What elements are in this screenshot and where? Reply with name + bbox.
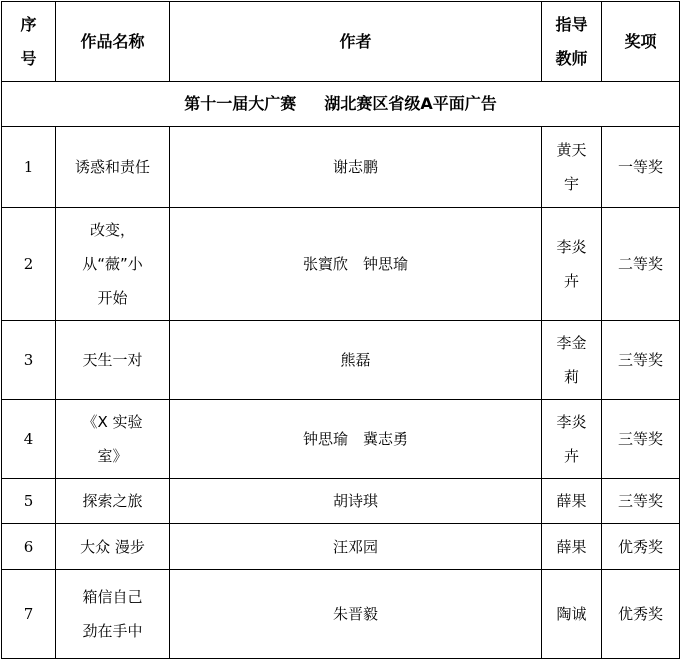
table-row — [2, 524, 680, 570]
row-award: 二等奖 — [602, 208, 680, 321]
row-no: 2 — [2, 208, 56, 321]
row-teacher — [542, 208, 602, 321]
row-author: 张賨欣 钟思瑜 — [170, 208, 542, 321]
row-title — [56, 570, 170, 659]
teacher-line: 莉 — [563, 368, 579, 386]
header-author: 作者 — [170, 2, 542, 82]
teacher-line: 宇 — [563, 175, 579, 193]
teacher-line: 李金 — [556, 334, 587, 352]
table-row — [2, 208, 680, 321]
row-author: 汪邓园 — [170, 524, 542, 570]
title-line: 劲在手中 — [82, 622, 143, 640]
title-line: 《X 实验 — [82, 413, 143, 431]
table-row — [2, 127, 680, 208]
row-title — [56, 208, 170, 321]
teacher-line: 薛果 — [556, 492, 587, 510]
table-row — [2, 570, 680, 659]
teacher-line: 卉 — [563, 447, 579, 465]
row-teacher — [542, 570, 602, 659]
title-line: 改变， — [89, 221, 135, 239]
table-row — [2, 321, 680, 400]
title-line: 大众 漫步 — [80, 537, 145, 556]
row-title — [56, 400, 170, 479]
section-row — [2, 82, 680, 127]
row-teacher — [542, 479, 602, 524]
header-title: 作品名称 — [56, 2, 170, 82]
row-teacher — [542, 524, 602, 570]
row-title — [56, 321, 170, 400]
row-award: 一等奖 — [602, 127, 680, 208]
row-award: 三等奖 — [602, 479, 680, 524]
header-row — [2, 2, 680, 82]
row-author: 钟思瑜 冀志勇 — [170, 400, 542, 479]
header-award: 奖项 — [602, 2, 680, 82]
row-teacher — [542, 127, 602, 208]
table-row — [2, 479, 680, 524]
table-body — [2, 127, 680, 659]
title-line: 从“薇”小 — [82, 255, 143, 273]
section-title-part2: 湖北赛区省级A平面广告 — [324, 94, 497, 113]
teacher-line: 黄天 — [556, 141, 587, 159]
row-author: 朱晋毅 — [170, 570, 542, 659]
title-line: 开始 — [97, 289, 128, 307]
row-teacher — [542, 400, 602, 479]
row-author: 胡诗琪 — [170, 479, 542, 524]
title-line: 探索之旅 — [82, 492, 143, 510]
row-no: 1 — [2, 127, 56, 208]
row-award: 优秀奖 — [602, 524, 680, 570]
row-author: 谢志鹏 — [170, 127, 542, 208]
row-award: 优秀奖 — [602, 570, 680, 659]
section-title — [2, 82, 680, 127]
row-title — [56, 127, 170, 208]
title-line: 箱信自己 — [82, 588, 143, 606]
teacher-line: 李炎 — [556, 238, 587, 256]
teacher-line: 薛果 — [556, 537, 587, 556]
row-title — [56, 479, 170, 524]
row-no: 6 — [2, 524, 56, 570]
header-teacher: 指导 教师 — [542, 2, 602, 82]
title-line: 天生一对 — [82, 351, 143, 369]
row-award: 三等奖 — [602, 321, 680, 400]
teacher-line: 李炎 — [556, 413, 587, 431]
awards-table — [1, 1, 680, 659]
row-no: 7 — [2, 570, 56, 659]
table-row — [2, 400, 680, 479]
row-no: 5 — [2, 479, 56, 524]
section-title-part1: 第十一届大广赛 — [184, 94, 297, 113]
title-line: 诱惑和责任 — [74, 158, 150, 176]
row-no: 4 — [2, 400, 56, 479]
row-no: 3 — [2, 321, 56, 400]
row-author: 熊磊 — [170, 321, 542, 400]
row-award: 三等奖 — [602, 400, 680, 479]
title-line: 室》 — [97, 447, 128, 465]
row-title — [56, 524, 170, 570]
header-no: 序 号 — [2, 2, 56, 82]
row-teacher — [542, 321, 602, 400]
teacher-line: 卉 — [563, 272, 579, 290]
teacher-line: 陶诚 — [556, 605, 587, 623]
